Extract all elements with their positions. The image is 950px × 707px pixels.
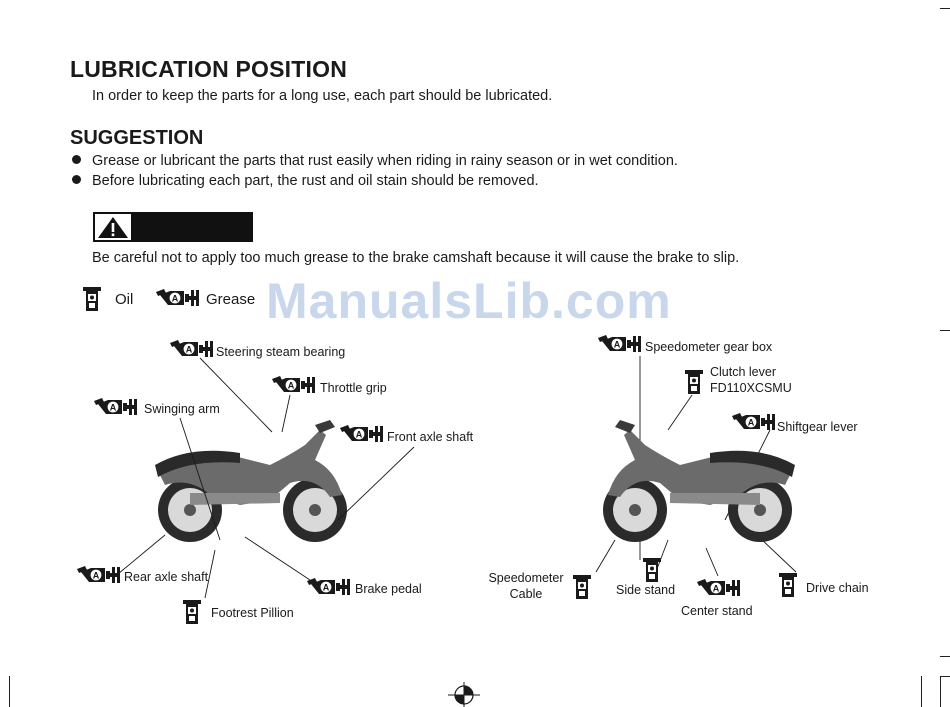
label-footrest-pillion: Footrest Pillion [211, 606, 294, 620]
grease-icon [270, 373, 316, 395]
grease-icon [75, 563, 121, 585]
crop-mark [940, 330, 950, 331]
oil-icon [572, 572, 592, 600]
grease-icon [338, 422, 384, 444]
oil-icon [182, 597, 202, 625]
legend-grease-label: Grease [206, 291, 256, 308]
intro-text: In order to keep the parts for a long use, each part should be lubricated. [92, 88, 553, 104]
label-drive-chain: Drive chain [806, 581, 869, 595]
grease-icon [730, 410, 776, 432]
label-rear-axle-shaft: Rear axle shaft [124, 570, 209, 584]
label-speedometer-cable-line2: Cable [509, 587, 543, 601]
label-shiftgear-lever: Shiftgear lever [777, 420, 858, 434]
crop-mark [940, 676, 950, 677]
crop-mark [940, 8, 950, 9]
label-steering-stem-bearing: Steering steam bearing [216, 345, 346, 359]
registration-mark-icon [448, 682, 480, 707]
crop-mark [940, 676, 941, 707]
label-throttle-grip: Throttle grip [320, 381, 387, 395]
label-speedometer-gear-box: Speedometer gear box [645, 340, 773, 354]
grease-icon [92, 395, 138, 417]
crop-mark [940, 656, 950, 657]
label-center-stand: Center stand [681, 604, 753, 618]
suggestion-heading: SUGGESTION [70, 127, 204, 149]
label-swinging-arm: Swinging arm [144, 402, 220, 416]
page-title: LUBRICATION POSITION [70, 56, 348, 82]
grease-icon [596, 332, 642, 354]
legend-oil-label: Oil [115, 291, 134, 308]
grease-icon [695, 576, 741, 598]
grease-icon [305, 575, 351, 597]
oil-icon [642, 555, 662, 583]
caution-text: Be careful not to apply too much grease to the brake camshaft because it will cause the brake to slip. [92, 250, 740, 266]
oil-icon [778, 570, 798, 598]
suggestion-item: Before lubricating each part, the rust and oil stain should be removed. [72, 173, 539, 189]
label-clutch-lever: Clutch lever [710, 365, 776, 379]
label-brake-pedal: Brake pedal [355, 582, 422, 596]
oil-icon [684, 367, 704, 395]
grease-icon [168, 337, 214, 359]
label-front-axle-shaft: Front axle shaft [387, 430, 474, 444]
label-speedometer-cable-line1: Speedometer [488, 571, 564, 585]
watermark: ManualsLib.com [266, 273, 672, 329]
label-side-stand: Side stand [616, 583, 676, 597]
label-clutch-model: FD110XCSMU [710, 381, 792, 395]
suggestion-item: Grease or lubricant the parts that rust easily when riding in rainy season or in wet condition. [72, 153, 678, 169]
crop-mark [9, 676, 10, 707]
crop-mark [921, 676, 922, 707]
